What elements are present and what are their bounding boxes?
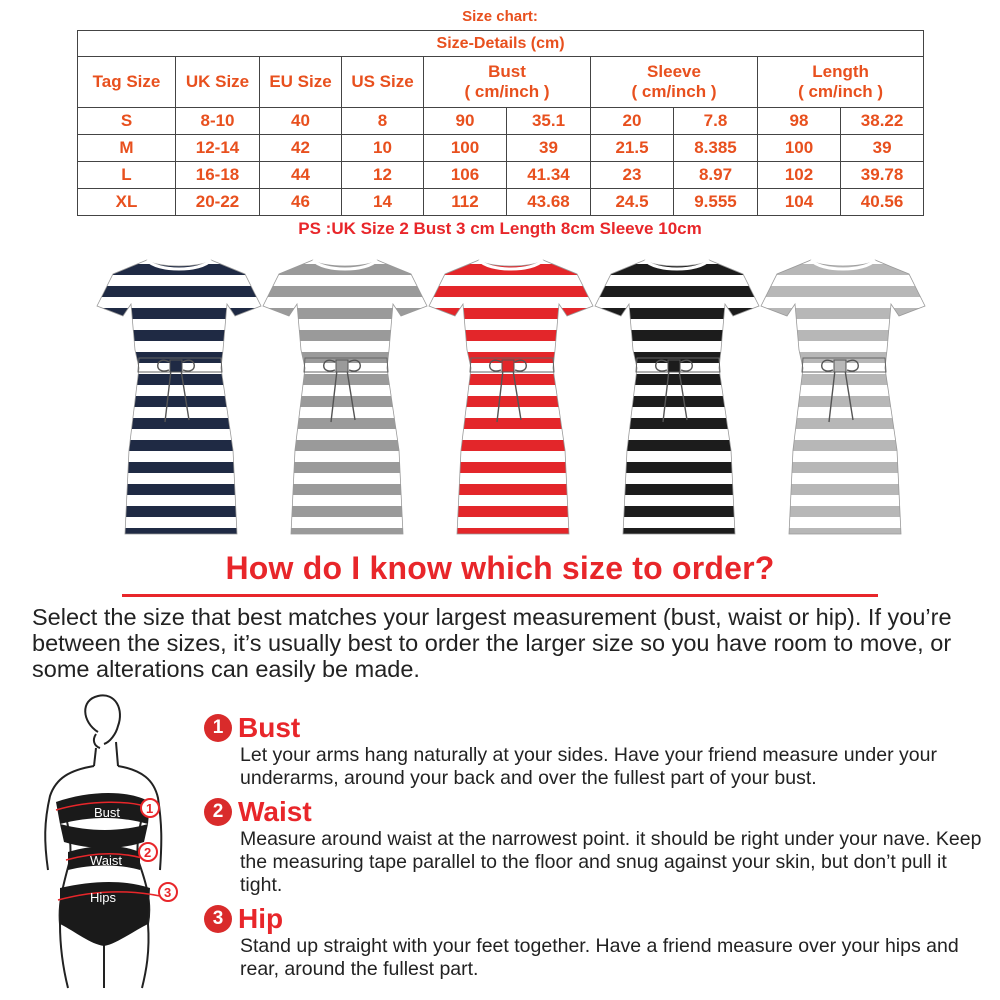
dress-stripe [427, 418, 595, 429]
cell: 112 [424, 189, 507, 216]
cell: 100 [424, 135, 507, 162]
cell: 38.22 [841, 108, 924, 135]
dress-stripe [95, 330, 263, 341]
cell: 39 [507, 135, 591, 162]
dress-stripe [593, 528, 761, 539]
cell: 8.97 [674, 162, 758, 189]
header-eu-size: EU Size [260, 57, 342, 108]
figure-marker-1 [141, 799, 159, 817]
dress-stripe [759, 308, 927, 319]
figure-label-bust: Bust [94, 805, 121, 820]
cell: 8.385 [674, 135, 758, 162]
header-sleeve-unit: ( cm/inch ) [631, 82, 717, 101]
dress-stripe [261, 528, 429, 539]
cell: 41.34 [507, 162, 591, 189]
dress-stripe [593, 440, 761, 451]
cell: 98 [758, 108, 841, 135]
figure-label-waist: Waist [90, 853, 123, 868]
cell: 106 [424, 162, 507, 189]
cell: 40.56 [841, 189, 924, 216]
cell: S [78, 108, 176, 135]
dress-stripe [759, 418, 927, 429]
dress-stripe [427, 528, 595, 539]
section-description: Let your arms hang naturally at your sides. Have your friend measure under your underarms, around your back and over the fullest part of your bust. [240, 744, 937, 789]
dress-stripe [427, 462, 595, 473]
size-chart-title: Size chart: [462, 8, 538, 25]
dress-stripe [261, 462, 429, 473]
dress-stripe [95, 462, 263, 473]
dress-stripe [427, 484, 595, 495]
dress-image [95, 250, 263, 542]
section-description: Measure around waist at the narrowest point. it should be right under your nave. Keep the measuring tape parallel to the floor and snug against your skin, but don’t pull it tight. [240, 828, 982, 896]
cell: 44 [260, 162, 342, 189]
dress-stripe [759, 462, 927, 473]
section-title: Waist [238, 796, 312, 827]
dress-stripe [759, 396, 927, 407]
header-length [758, 57, 924, 108]
cell: 20 [591, 108, 674, 135]
cell: 16-18 [176, 162, 260, 189]
dress-stripe [261, 396, 429, 407]
cell: 35.1 [507, 108, 591, 135]
dress-stripe [95, 440, 263, 451]
dress-stripe [95, 396, 263, 407]
cell: 24.5 [591, 189, 674, 216]
cell: 12 [342, 162, 424, 189]
figure-marker-3-num: 3 [164, 885, 172, 900]
dress-stripe [759, 374, 927, 385]
cell: 10 [342, 135, 424, 162]
cell: 39 [841, 135, 924, 162]
cell: 9.555 [674, 189, 758, 216]
table-row [78, 162, 924, 189]
dress-image [261, 250, 429, 542]
dress-stripe [593, 484, 761, 495]
dress-stripe [593, 330, 761, 341]
dress-stripe [261, 484, 429, 495]
dress-stripe [593, 286, 761, 297]
dress-image [427, 250, 595, 542]
dress-stripe [759, 506, 927, 517]
cell: XL [78, 189, 176, 216]
dress-stripe [95, 528, 263, 539]
header-length-label: Length [812, 62, 869, 81]
section-title: Hip [238, 903, 284, 934]
table-row [78, 108, 924, 135]
header-bust-unit: ( cm/inch ) [464, 82, 550, 101]
cell: 21.5 [591, 135, 674, 162]
dress-stripe [261, 286, 429, 297]
figure-marker-3 [159, 883, 177, 901]
dress-stripe [427, 330, 595, 341]
dress-stripe [593, 396, 761, 407]
dress-stripe [593, 418, 761, 429]
header-uk-size: UK Size [176, 57, 260, 108]
dress-stripe [95, 418, 263, 429]
dress-stripe [261, 506, 429, 517]
header-tag-size: Tag Size [78, 57, 176, 108]
table-row [78, 189, 924, 216]
cell: 104 [758, 189, 841, 216]
size-question-heading: How do I know which size to order? [225, 550, 775, 586]
table-row [78, 135, 924, 162]
dress-image [759, 250, 927, 542]
number-badge: 1 [204, 714, 232, 742]
dress-stripe [95, 374, 263, 385]
dress-stripe [593, 374, 761, 385]
number-badge: 3 [204, 905, 232, 933]
figure-marker-2 [139, 843, 157, 861]
section-title: Bust [238, 712, 301, 743]
header-us-size: US Size [342, 57, 424, 108]
dress-stripe [593, 506, 761, 517]
cell: 7.8 [674, 108, 758, 135]
dress-stripe [427, 440, 595, 451]
figure-label-hips: Hips [90, 890, 117, 905]
dress-stripe [261, 330, 429, 341]
ps-note: PS :UK Size 2 Bust 3 cm Length 8cm Sleeve 10cm [298, 219, 702, 238]
dress-stripe [759, 484, 927, 495]
cell: 43.68 [507, 189, 591, 216]
cell: 23 [591, 162, 674, 189]
cell: 46 [260, 189, 342, 216]
header-sleeve-label: Sleeve [647, 62, 701, 81]
section-waist [204, 796, 984, 897]
dress-stripe [427, 286, 595, 297]
dress-stripe [261, 308, 429, 319]
cell: 8-10 [176, 108, 260, 135]
header-length-unit: ( cm/inch ) [798, 82, 884, 101]
figure-marker-2-num: 2 [144, 845, 152, 860]
cell: 12-14 [176, 135, 260, 162]
dress-stripe [427, 308, 595, 319]
figure-marker-1-num: 1 [146, 801, 154, 816]
dress-stripe [593, 462, 761, 473]
section-bust [204, 712, 984, 790]
body-measurement-figure [20, 692, 200, 992]
dress-stripe [759, 440, 927, 451]
dress-stripe [261, 374, 429, 385]
dress-stripe [95, 484, 263, 495]
cell: 14 [342, 189, 424, 216]
number-badge: 2 [204, 798, 232, 826]
dress-stripe [593, 308, 761, 319]
dress-stripe [95, 506, 263, 517]
heading-underline [122, 594, 878, 597]
dress-stripe [427, 396, 595, 407]
dress-image [593, 250, 761, 542]
header-bust [424, 57, 591, 108]
cell: 8 [342, 108, 424, 135]
header-sleeve [591, 57, 758, 108]
dress-stripe [95, 286, 263, 297]
dress-stripe [759, 330, 927, 341]
cell: 42 [260, 135, 342, 162]
section-description: Stand up straight with your feet together. Have a friend measure over your hips and rear, around the fullest part. [240, 935, 959, 980]
dress-stripe [427, 506, 595, 517]
size-chart-table [77, 30, 924, 216]
cell: 40 [260, 108, 342, 135]
cell: 39.78 [841, 162, 924, 189]
dress-stripe [261, 418, 429, 429]
dress-stripe [95, 308, 263, 319]
cell: 20-22 [176, 189, 260, 216]
cell: M [78, 135, 176, 162]
dress-stripe [261, 440, 429, 451]
cell: 102 [758, 162, 841, 189]
cell: L [78, 162, 176, 189]
section-hip [204, 903, 984, 981]
dress-stripe [427, 374, 595, 385]
dress-gallery [95, 250, 915, 550]
dress-stripe [759, 286, 927, 297]
table-caption: Size-Details (cm) [78, 31, 924, 57]
header-bust-label: Bust [488, 62, 526, 81]
intro-paragraph: Select the size that best matches your largest measurement (bust, waist or hip). If you’re between the sizes, it’s usually best to order the larger size so you have room to move, or some alterations can easily be made. [32, 604, 952, 682]
cell: 100 [758, 135, 841, 162]
cell: 90 [424, 108, 507, 135]
dress-stripe [759, 528, 927, 539]
